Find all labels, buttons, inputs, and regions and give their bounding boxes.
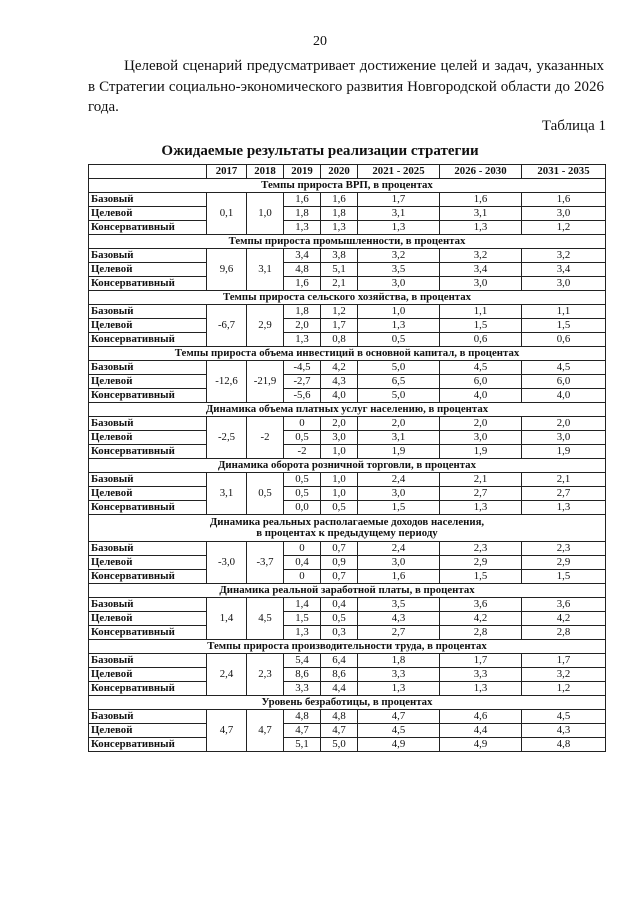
value-cell: 4,2 (321, 361, 358, 375)
value-cell: 0,4 (321, 598, 358, 612)
table-row (89, 361, 606, 375)
value-cell: -2,7 (284, 375, 321, 389)
value-cell: 3,4 (284, 249, 321, 263)
value-cell: 2,8 (522, 626, 606, 640)
value-cell: 1,3 (321, 221, 358, 235)
value-2018: -2 (247, 417, 284, 459)
column-header: 2021 - 2025 (358, 165, 440, 179)
table-row (89, 473, 606, 487)
column-header: 2020 (321, 165, 358, 179)
value-cell: 2,0 (321, 417, 358, 431)
value-cell: 1,0 (358, 305, 440, 319)
value-cell: 8,6 (321, 668, 358, 682)
value-cell: 1,1 (440, 305, 522, 319)
value-cell: 3,3 (358, 668, 440, 682)
scenario-label: Консервативный (89, 738, 207, 752)
scenario-label: Целевой (89, 207, 207, 221)
scenario-label: Целевой (89, 431, 207, 445)
scenario-label: Консервативный (89, 626, 207, 640)
scenario-label: Консервативный (89, 277, 207, 291)
value-cell: 0,5 (284, 431, 321, 445)
value-cell: 4,3 (321, 375, 358, 389)
value-cell: 1,7 (440, 654, 522, 668)
value-cell: 1,5 (440, 319, 522, 333)
value-cell: 3,5 (358, 263, 440, 277)
section-header-row (89, 347, 606, 361)
value-cell: 1,9 (358, 445, 440, 459)
table-row (89, 738, 606, 752)
value-cell: 3,0 (522, 431, 606, 445)
value-cell: 0,6 (440, 333, 522, 347)
value-cell: 0 (284, 570, 321, 584)
value-cell: 1,8 (321, 207, 358, 221)
table-row (89, 487, 606, 501)
value-cell: 1,3 (440, 682, 522, 696)
value-cell: 6,4 (321, 654, 358, 668)
value-2017: 1,4 (207, 598, 247, 640)
value-cell: 2,0 (284, 319, 321, 333)
value-cell: 2,7 (440, 487, 522, 501)
section-header-row (89, 584, 606, 598)
column-header: 2031 - 2035 (522, 165, 606, 179)
scenario-label: Целевой (89, 612, 207, 626)
value-cell: 1,5 (522, 319, 606, 333)
scenario-label: Базовый (89, 710, 207, 724)
value-cell: 2,1 (440, 473, 522, 487)
value-cell: 2,1 (522, 473, 606, 487)
value-cell: 1,3 (522, 501, 606, 515)
value-cell: 2,4 (358, 473, 440, 487)
value-cell: 4,4 (440, 724, 522, 738)
table-row (89, 612, 606, 626)
table-row (89, 417, 606, 431)
value-cell: 0,5 (358, 333, 440, 347)
value-cell: 0,5 (321, 501, 358, 515)
value-cell: 1,2 (522, 682, 606, 696)
value-cell: -2 (284, 445, 321, 459)
value-2018: 2,9 (247, 305, 284, 347)
table-row (89, 668, 606, 682)
value-cell: 3,0 (358, 277, 440, 291)
value-2018: 0,5 (247, 473, 284, 515)
value-cell: 3,2 (358, 249, 440, 263)
table-row (89, 207, 606, 221)
value-2017: -2,5 (207, 417, 247, 459)
value-cell: 0,0 (284, 501, 321, 515)
value-2017: 2,4 (207, 654, 247, 696)
table-row (89, 193, 606, 207)
value-cell: 1,3 (358, 221, 440, 235)
value-cell: 3,3 (440, 668, 522, 682)
scenario-label: Базовый (89, 473, 207, 487)
value-cell: 1,0 (321, 445, 358, 459)
value-cell: 4,5 (440, 361, 522, 375)
scenario-label: Целевой (89, 319, 207, 333)
value-cell: 4,0 (522, 389, 606, 403)
table-row (89, 501, 606, 515)
value-cell: 2,3 (522, 542, 606, 556)
value-2018: 4,7 (247, 710, 284, 752)
value-cell: 0,7 (321, 542, 358, 556)
value-cell: 6,0 (440, 375, 522, 389)
value-cell: 4,2 (522, 612, 606, 626)
section-title (89, 515, 606, 542)
section-title: Темпы прироста сельского хозяйства, в процентах (89, 291, 606, 305)
value-cell: 0,8 (321, 333, 358, 347)
section-header-row (89, 515, 606, 542)
value-cell: 3,4 (440, 263, 522, 277)
value-cell: 3,0 (440, 431, 522, 445)
value-cell: 0 (284, 417, 321, 431)
column-header: 2026 - 2030 (440, 165, 522, 179)
value-cell: 1,8 (284, 305, 321, 319)
scenario-label: Базовый (89, 361, 207, 375)
value-cell: 1,6 (522, 193, 606, 207)
value-cell: 1,5 (440, 570, 522, 584)
value-cell: 3,0 (358, 556, 440, 570)
column-header: 2017 (207, 165, 247, 179)
value-cell: 4,7 (284, 724, 321, 738)
value-cell: 1,5 (522, 570, 606, 584)
value-cell: -4,5 (284, 361, 321, 375)
value-cell: 1,9 (522, 445, 606, 459)
value-cell: 3,6 (440, 598, 522, 612)
value-cell: 1,7 (321, 319, 358, 333)
scenario-label: Базовый (89, 417, 207, 431)
column-header: 2019 (284, 165, 321, 179)
scenario-label: Базовый (89, 305, 207, 319)
scenario-label: Целевой (89, 375, 207, 389)
value-cell: 4,8 (284, 263, 321, 277)
section-title: Темпы прироста объема инвестиций в основной капитал, в процентах (89, 347, 606, 361)
table-body (89, 179, 606, 752)
value-cell: 6,5 (358, 375, 440, 389)
section-title: Динамика оборота розничной торговли, в процентах (89, 459, 606, 473)
table-row (89, 375, 606, 389)
value-cell: 4,3 (522, 724, 606, 738)
value-cell: 3,0 (321, 431, 358, 445)
value-2018: 2,3 (247, 654, 284, 696)
value-cell: 4,2 (440, 612, 522, 626)
value-cell: 5,4 (284, 654, 321, 668)
value-cell: 1,3 (284, 221, 321, 235)
results-table (88, 164, 606, 752)
value-cell: 1,7 (522, 654, 606, 668)
value-cell: 4,4 (321, 682, 358, 696)
value-cell: 1,3 (358, 319, 440, 333)
value-cell: -5,6 (284, 389, 321, 403)
table-row (89, 626, 606, 640)
value-cell: 5,0 (358, 389, 440, 403)
table-title: Ожидаемые результаты реализации стратегии (161, 143, 479, 159)
value-2017: 9,6 (207, 249, 247, 291)
value-cell: 1,3 (358, 682, 440, 696)
value-2018: 3,1 (247, 249, 284, 291)
value-cell: 3,5 (358, 598, 440, 612)
value-2018: 4,5 (247, 598, 284, 640)
value-cell: 4,5 (358, 724, 440, 738)
section-title-line: Динамика реальных располагаемые доходов населения, (209, 515, 485, 528)
value-2017: 4,7 (207, 710, 247, 752)
scenario-label: Консервативный (89, 501, 207, 515)
table-row (89, 570, 606, 584)
value-cell: 1,3 (284, 333, 321, 347)
value-cell: 5,0 (358, 361, 440, 375)
value-cell: 0,9 (321, 556, 358, 570)
table-row (89, 249, 606, 263)
value-cell: 3,0 (358, 487, 440, 501)
value-cell: 2,1 (321, 277, 358, 291)
scenario-label: Базовый (89, 249, 207, 263)
value-cell: 3,2 (440, 249, 522, 263)
value-cell: 1,5 (284, 612, 321, 626)
value-cell: 4,3 (358, 612, 440, 626)
value-cell: 4,0 (321, 389, 358, 403)
value-cell: 1,8 (284, 207, 321, 221)
value-cell: 2,0 (440, 417, 522, 431)
scenario-label: Целевой (89, 263, 207, 277)
value-cell: 3,1 (358, 207, 440, 221)
value-cell: 3,4 (522, 263, 606, 277)
value-cell: 4,7 (358, 710, 440, 724)
value-cell: 3,0 (440, 277, 522, 291)
scenario-label: Целевой (89, 724, 207, 738)
value-2017: -6,7 (207, 305, 247, 347)
header-row (89, 165, 606, 179)
section-header-row (89, 291, 606, 305)
value-cell: 5,1 (284, 738, 321, 752)
scenario-label: Базовый (89, 598, 207, 612)
value-cell: 3,8 (321, 249, 358, 263)
value-cell: 3,0 (522, 207, 606, 221)
value-cell: 4,8 (522, 738, 606, 752)
value-cell: 0,4 (284, 556, 321, 570)
value-cell: 4,8 (321, 710, 358, 724)
scenario-label: Консервативный (89, 389, 207, 403)
value-cell: 0,6 (522, 333, 606, 347)
value-cell: 1,2 (522, 221, 606, 235)
table-row (89, 724, 606, 738)
value-cell: 3,2 (522, 249, 606, 263)
scenario-label: Консервативный (89, 682, 207, 696)
value-cell: 8,6 (284, 668, 321, 682)
value-cell: 1,6 (284, 193, 321, 207)
value-cell: 3,1 (440, 207, 522, 221)
value-cell: 2,7 (358, 626, 440, 640)
table-row (89, 556, 606, 570)
scenario-label: Консервативный (89, 570, 207, 584)
value-cell: 3,1 (358, 431, 440, 445)
value-2017: -3,0 (207, 542, 247, 584)
value-cell: 0,5 (284, 473, 321, 487)
section-header-row (89, 459, 606, 473)
section-title: Уровень безработицы, в процентах (89, 696, 606, 710)
value-2017: 0,1 (207, 193, 247, 235)
value-cell: 2,9 (522, 556, 606, 570)
header-corner-cell (89, 165, 207, 179)
value-cell: 0,7 (321, 570, 358, 584)
value-cell: 5,0 (321, 738, 358, 752)
value-cell: 6,0 (522, 375, 606, 389)
value-2017: 3,1 (207, 473, 247, 515)
section-header-row (89, 235, 606, 249)
column-header: 2018 (247, 165, 284, 179)
scenario-label: Базовый (89, 654, 207, 668)
value-cell: 1,2 (321, 305, 358, 319)
value-2018: 1,0 (247, 193, 284, 235)
section-title: Темпы прироста промышленности, в процентах (89, 235, 606, 249)
section-title: Темпы прироста производительности труда, в процентах (89, 640, 606, 654)
scenario-label: Консервативный (89, 221, 207, 235)
value-cell: 0,5 (284, 487, 321, 501)
section-header-row (89, 696, 606, 710)
intro-paragraph: Целевой сценарий предусматривает достижение целей и задач, указанных в Стратегии социально-экономического развития Новгородской области до 2026 года. (88, 58, 604, 115)
value-cell: 2,0 (522, 417, 606, 431)
scenario-label: Консервативный (89, 445, 207, 459)
table-row (89, 305, 606, 319)
value-cell: 4,8 (284, 710, 321, 724)
section-header-row (89, 640, 606, 654)
value-2018: -21,9 (247, 361, 284, 403)
value-cell: 3,2 (522, 668, 606, 682)
value-2017: -12,6 (207, 361, 247, 403)
table-row (89, 445, 606, 459)
value-cell: 0,5 (321, 612, 358, 626)
value-cell: 4,9 (440, 738, 522, 752)
section-title: Темпы прироста ВРП, в процентах (89, 179, 606, 193)
value-cell: 4,5 (522, 710, 606, 724)
table-row (89, 542, 606, 556)
page-number: 20 (313, 34, 327, 49)
section-title-line: в процентах к предыдущему периоду (256, 527, 438, 539)
value-cell: 1,3 (440, 221, 522, 235)
value-cell: 1,6 (321, 193, 358, 207)
value-cell: 0,3 (321, 626, 358, 640)
value-cell: 1,6 (284, 277, 321, 291)
section-header-row (89, 403, 606, 417)
value-cell: 4,6 (440, 710, 522, 724)
value-cell: 2,3 (440, 542, 522, 556)
value-cell: 2,8 (440, 626, 522, 640)
table-row (89, 333, 606, 347)
value-cell: 2,4 (358, 542, 440, 556)
value-cell: 4,5 (522, 361, 606, 375)
value-cell: 3,0 (522, 277, 606, 291)
table-row (89, 319, 606, 333)
value-cell: 1,3 (440, 501, 522, 515)
scenario-label: Целевой (89, 556, 207, 570)
value-cell: 1,6 (440, 193, 522, 207)
table-row (89, 263, 606, 277)
table-row (89, 221, 606, 235)
value-cell: 5,1 (321, 263, 358, 277)
value-cell: 1,3 (284, 626, 321, 640)
value-cell: 0 (284, 542, 321, 556)
value-cell: 1,4 (284, 598, 321, 612)
value-cell: 2,0 (358, 417, 440, 431)
value-cell: 4,7 (321, 724, 358, 738)
table-row (89, 277, 606, 291)
value-cell: 4,9 (358, 738, 440, 752)
value-cell: 3,3 (284, 682, 321, 696)
value-cell: 1,5 (358, 501, 440, 515)
value-cell: 2,9 (440, 556, 522, 570)
value-cell: 1,8 (358, 654, 440, 668)
scenario-label: Базовый (89, 542, 207, 556)
section-title: Динамика объема платных услуг населению, в процентах (89, 403, 606, 417)
scenario-label: Целевой (89, 487, 207, 501)
table-row (89, 654, 606, 668)
value-cell: 1,6 (358, 570, 440, 584)
table-row (89, 389, 606, 403)
scenario-label: Консервативный (89, 333, 207, 347)
table-row (89, 682, 606, 696)
value-cell: 3,6 (522, 598, 606, 612)
table-row (89, 598, 606, 612)
table-row (89, 431, 606, 445)
table-caption: Таблица 1 (541, 118, 606, 134)
value-cell: 1,1 (522, 305, 606, 319)
value-2018: -3,7 (247, 542, 284, 584)
value-cell: 2,7 (522, 487, 606, 501)
scenario-label: Базовый (89, 193, 207, 207)
value-cell: 4,0 (440, 389, 522, 403)
value-cell: 1,9 (440, 445, 522, 459)
section-title: Динамика реальной заработной платы, в процентах (89, 584, 606, 598)
value-cell: 1,7 (358, 193, 440, 207)
table-row (89, 710, 606, 724)
value-cell: 1,0 (321, 473, 358, 487)
scenario-label: Целевой (89, 668, 207, 682)
value-cell: 1,0 (321, 487, 358, 501)
section-header-row (89, 179, 606, 193)
